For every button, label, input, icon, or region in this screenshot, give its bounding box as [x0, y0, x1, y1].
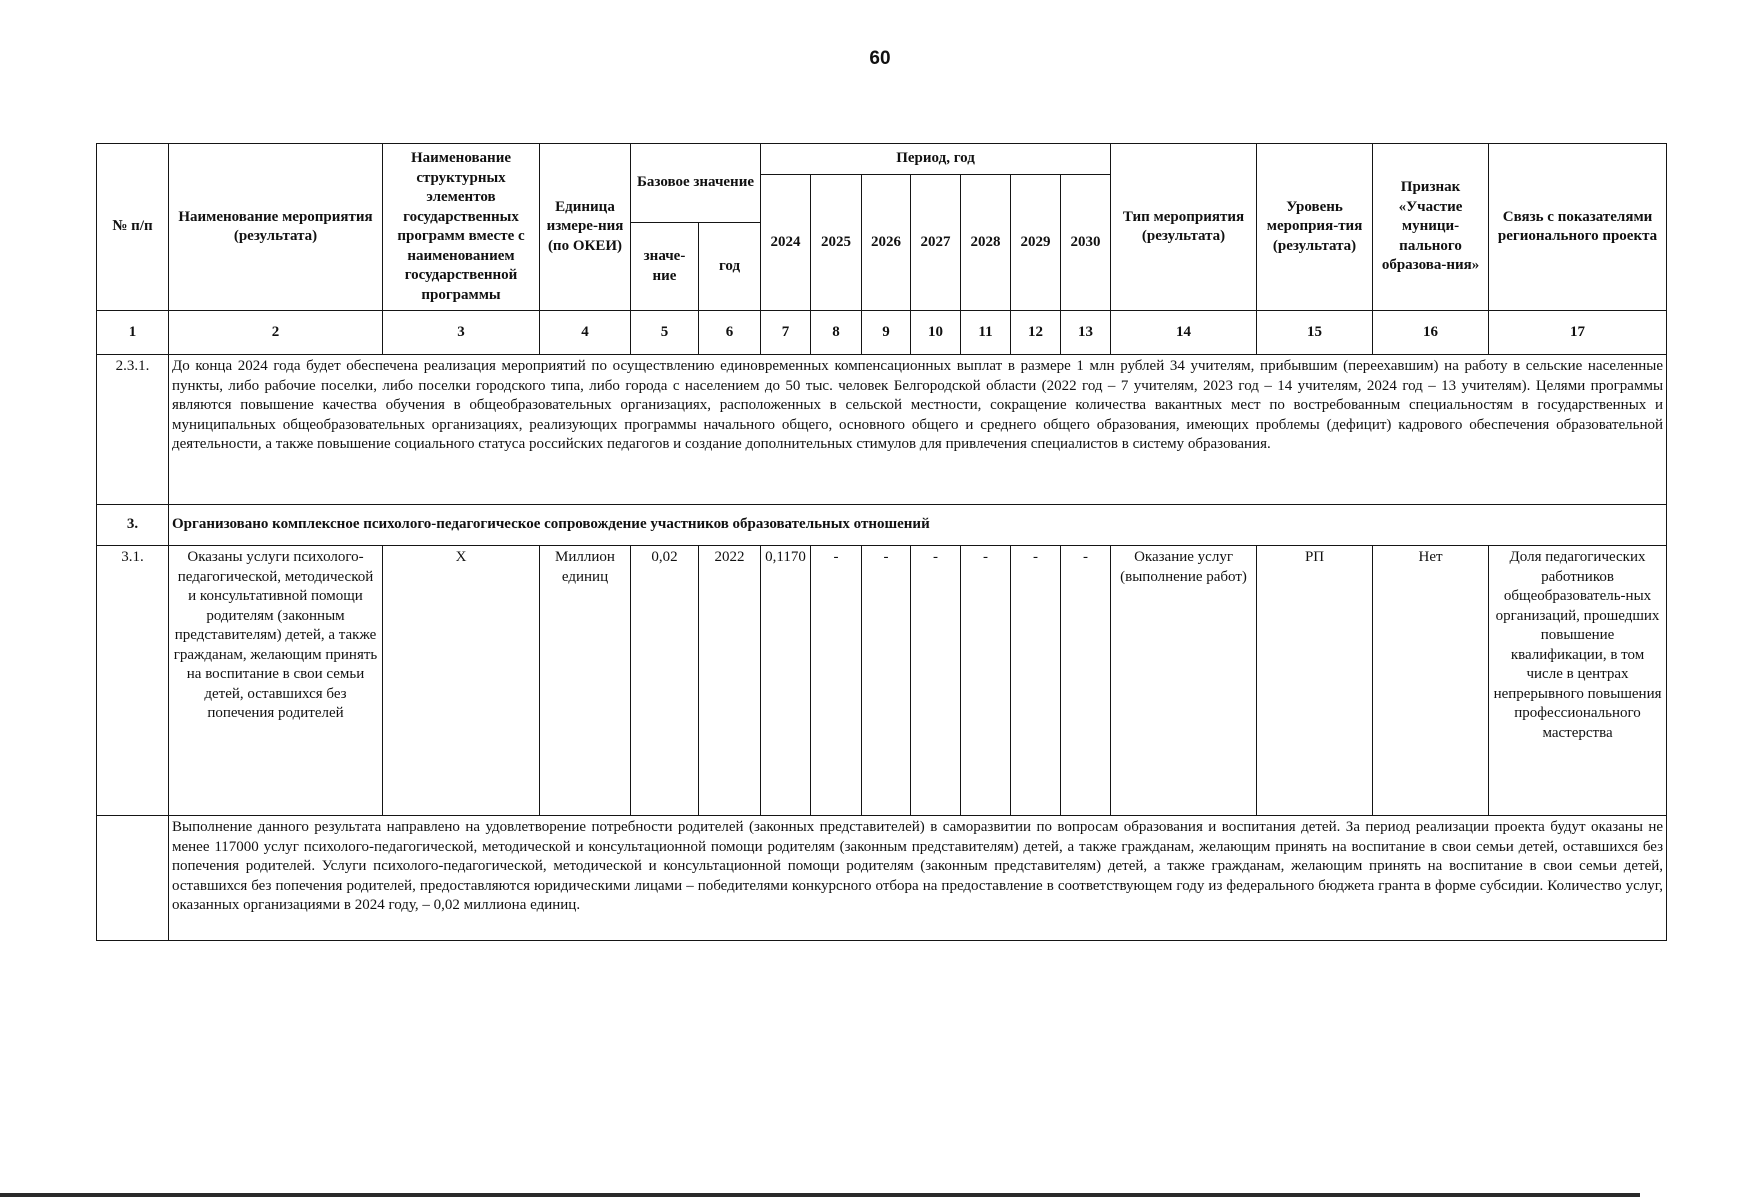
regional-project-link: Доля педагогических работников общеобразователь-ных организаций, прошедших повышение квалификации, в том числе в центрах непрерывного повышения профессионального мастерства — [1489, 546, 1667, 816]
column-number: 11 — [961, 311, 1011, 355]
column-number: 13 — [1061, 311, 1111, 355]
header-year-2028: 2028 — [961, 175, 1011, 311]
header-struct: Наименование структурных элементов государственных программ вместе с наименованием государственной программы — [383, 144, 540, 311]
row-number: 3.1. — [97, 546, 169, 816]
row-3-1 — [97, 546, 1667, 816]
row-3 — [97, 505, 1667, 546]
value-2024: 0,1170 — [761, 546, 811, 816]
activity-level: РП — [1257, 546, 1373, 816]
column-number: 17 — [1489, 311, 1667, 355]
structural-element: X — [383, 546, 540, 816]
column-number: 1 — [97, 311, 169, 355]
value-2027: - — [911, 546, 961, 816]
column-number: 4 — [540, 311, 631, 355]
header-unit: Единица измере-ния (по ОКЕИ) — [540, 144, 631, 311]
header-period: Период, год — [761, 144, 1111, 175]
column-number-row — [97, 311, 1667, 355]
column-number: 3 — [383, 311, 540, 355]
column-number: 10 — [911, 311, 961, 355]
municipal-participation: Нет — [1373, 546, 1489, 816]
column-number: 16 — [1373, 311, 1489, 355]
row-description: Выполнение данного результата направлено на удовлетворение потребности родителей (законных представителей) в саморазвитии по вопросам образования и воспитания детей. За период реализации проекта будут оказаны не менее 117000 услуг психолого-педагогической, методической и консультационной помощи родителям (законным представителям) детей, а также гражданам, желающим принять на воспитание в свои семьи детей, оставшихся без попечения родителей. Услуги психолого-педагогической, методической и консультационной помощи родителям (законным представителям) детей, а также гражданам, желающим принять на воспитание в свои семьи детей, оставшихся без попечения родителей, предоставляются юридическими лицами – победителями конкурсного отбора на предоставление в соответствующем году из федерального бюджета гранта в форме субсидии. Количество услуг, оказанных организациями в 2024 году, – 0,02 миллиона единиц. — [169, 816, 1667, 941]
column-number: 5 — [631, 311, 699, 355]
header-num: № п/п — [97, 144, 169, 311]
header-year-2030: 2030 — [1061, 175, 1111, 311]
row-number: 3. — [97, 505, 169, 546]
header-row-1 — [97, 144, 1667, 175]
activity-name: Оказаны услуги психолого-педагогической, методической и консультативной помощи родителям (законным представителям) детей, а также гражданам, желающим принять на воспитание в свои семьи детей, оставшихся без попечения родителей — [169, 546, 383, 816]
header-year-2029: 2029 — [1011, 175, 1061, 311]
header-base-value: значе-ние — [631, 223, 699, 311]
row-3-1-note — [97, 816, 1667, 941]
column-number: 15 — [1257, 311, 1373, 355]
header-type: Тип мероприятия (результата) — [1111, 144, 1257, 311]
header-level: Уровень мероприя-тия (результата) — [1257, 144, 1373, 311]
value-2025: - — [811, 546, 862, 816]
column-number: 2 — [169, 311, 383, 355]
activities-table — [96, 143, 1667, 941]
header-municipal: Признак «Участие муници-пального образова-ния» — [1373, 144, 1489, 311]
value-2029: - — [1011, 546, 1061, 816]
header-year-2024: 2024 — [761, 175, 811, 311]
row-2-3-1 — [97, 355, 1667, 505]
value-2026: - — [862, 546, 911, 816]
value-2030: - — [1061, 546, 1111, 816]
column-number: 8 — [811, 311, 862, 355]
scan-edge-line — [0, 1193, 1640, 1197]
header-year-2026: 2026 — [862, 175, 911, 311]
unit-of-measure: Миллион единиц — [540, 546, 631, 816]
header-link: Связь с показателями регионального проекта — [1489, 144, 1667, 311]
header-base-year: год — [699, 223, 761, 311]
header-base: Базовое значение — [631, 144, 761, 223]
row-description: До конца 2024 года будет обеспечена реализация мероприятий по осуществлению единовременных компенсационных выплат в размере 1 млн рублей 34 учителям, прибывшим (переехавшим) на работу в сельские населенные пункты, либо рабочие поселки, либо поселки городского типа, либо города с населением до 50 тыс. человек Белгородской области (2022 год – 7 учителям, 2023 год – 14 учителям, 2024 год – 13 учителям). Целями программы являются повышение качества обучения в общеобразовательных организациях, расположенных в сельской местности, сокращение количества вакантных мест по востребованным специальностям в государственных и муниципальных общеобразовательных организациях, реализующих программы начального общего, основного общего и среднего общего образования, имеющих проблемы (дефицит) кадрового обеспечения образовательной деятельности, а также повышение социального статуса российских педагогов и создание дополнительных стимулов для привлечения специалистов в систему образования. — [169, 355, 1667, 505]
row-number: 2.3.1. — [97, 355, 169, 505]
column-number: 7 — [761, 311, 811, 355]
header-year-2027: 2027 — [911, 175, 961, 311]
activity-type: Оказание услуг (выполнение работ) — [1111, 546, 1257, 816]
empty-cell — [97, 816, 169, 941]
column-number: 12 — [1011, 311, 1061, 355]
column-number: 6 — [699, 311, 761, 355]
value-2028: - — [961, 546, 1011, 816]
base-value: 0,02 — [631, 546, 699, 816]
section-title: Организовано комплексное психолого-педагогическое сопровождение участников образовательных отношений — [169, 505, 1667, 546]
base-year: 2022 — [699, 546, 761, 816]
column-number: 14 — [1111, 311, 1257, 355]
page-number: 60 — [869, 48, 891, 69]
header-year-2025: 2025 — [811, 175, 862, 311]
column-number: 9 — [862, 311, 911, 355]
header-name: Наименование мероприятия (результата) — [169, 144, 383, 311]
